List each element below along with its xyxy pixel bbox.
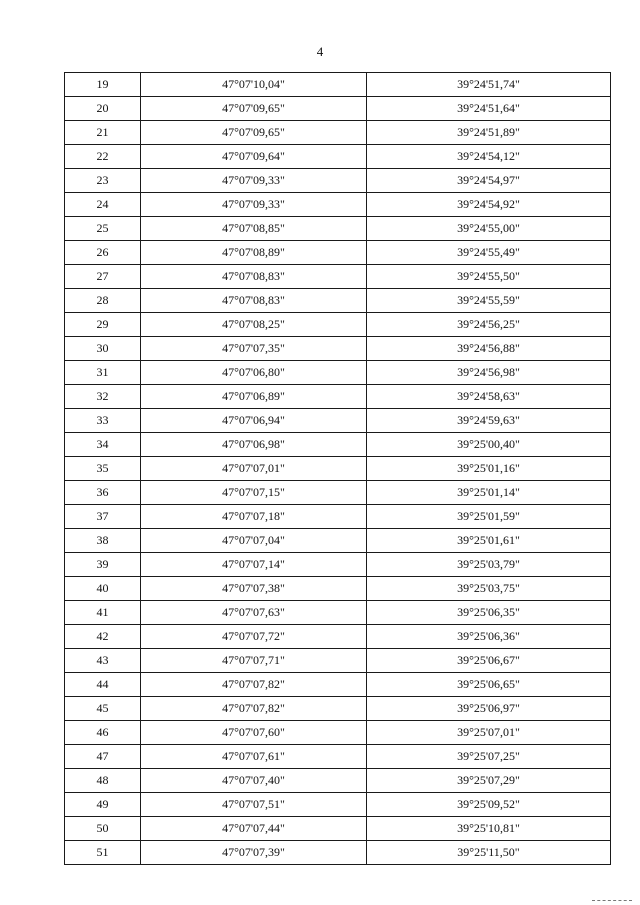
table-row <box>65 769 611 793</box>
point-number-cell: 20 <box>65 97 141 121</box>
latitude-cell: 47°07'07,82" <box>141 673 367 697</box>
longitude-cell: 39°24'55,49" <box>367 241 611 265</box>
point-number-cell: 47 <box>65 745 141 769</box>
table-row <box>65 409 611 433</box>
table-row <box>65 553 611 577</box>
latitude-cell: 47°07'09,65" <box>141 97 367 121</box>
longitude-cell: 39°24'55,50" <box>367 265 611 289</box>
table-row <box>65 289 611 313</box>
point-number-cell: 30 <box>65 337 141 361</box>
longitude-cell: 39°25'06,65" <box>367 673 611 697</box>
longitude-cell: 39°24'54,97" <box>367 169 611 193</box>
point-number-cell: 28 <box>65 289 141 313</box>
latitude-cell: 47°07'07,63" <box>141 601 367 625</box>
longitude-cell: 39°24'59,63" <box>367 409 611 433</box>
latitude-cell: 47°07'07,40" <box>141 769 367 793</box>
point-number-cell: 36 <box>65 481 141 505</box>
longitude-cell: 39°25'07,25" <box>367 745 611 769</box>
table-row <box>65 97 611 121</box>
table-row <box>65 601 611 625</box>
longitude-cell: 39°25'07,01" <box>367 721 611 745</box>
longitude-cell: 39°24'51,64" <box>367 97 611 121</box>
longitude-cell: 39°24'58,63" <box>367 385 611 409</box>
latitude-cell: 47°07'07,60" <box>141 721 367 745</box>
point-number-cell: 21 <box>65 121 141 145</box>
table-row <box>65 169 611 193</box>
latitude-cell: 47°07'07,35" <box>141 337 367 361</box>
point-number-cell: 23 <box>65 169 141 193</box>
point-number-cell: 48 <box>65 769 141 793</box>
table-row <box>65 337 611 361</box>
table-row <box>65 265 611 289</box>
longitude-cell: 39°25'06,36" <box>367 625 611 649</box>
latitude-cell: 47°07'07,39" <box>141 841 367 865</box>
latitude-cell: 47°07'07,71" <box>141 649 367 673</box>
latitude-cell: 47°07'08,89" <box>141 241 367 265</box>
point-number-cell: 32 <box>65 385 141 409</box>
latitude-cell: 47°07'07,72" <box>141 625 367 649</box>
latitude-cell: 47°07'07,18" <box>141 505 367 529</box>
longitude-cell: 39°25'01,61" <box>367 529 611 553</box>
point-number-cell: 33 <box>65 409 141 433</box>
point-number-cell: 49 <box>65 793 141 817</box>
latitude-cell: 47°07'10,04" <box>141 73 367 97</box>
point-number-cell: 43 <box>65 649 141 673</box>
longitude-cell: 39°25'01,16" <box>367 457 611 481</box>
latitude-cell: 47°07'09,64" <box>141 145 367 169</box>
table-row <box>65 313 611 337</box>
table-row <box>65 505 611 529</box>
latitude-cell: 47°07'08,25" <box>141 313 367 337</box>
latitude-cell: 47°07'06,98" <box>141 433 367 457</box>
point-number-cell: 42 <box>65 625 141 649</box>
table-row <box>65 193 611 217</box>
longitude-cell: 39°25'01,59" <box>367 505 611 529</box>
latitude-cell: 47°07'06,94" <box>141 409 367 433</box>
point-number-cell: 39 <box>65 553 141 577</box>
point-number-cell: 51 <box>65 841 141 865</box>
table-row <box>65 745 611 769</box>
table-row <box>65 721 611 745</box>
point-number-cell: 19 <box>65 73 141 97</box>
latitude-cell: 47°07'07,61" <box>141 745 367 769</box>
coordinates-table-body <box>65 73 611 865</box>
longitude-cell: 39°24'55,00" <box>367 217 611 241</box>
latitude-cell: 47°07'07,44" <box>141 817 367 841</box>
point-number-cell: 40 <box>65 577 141 601</box>
latitude-cell: 47°07'07,38" <box>141 577 367 601</box>
point-number-cell: 31 <box>65 361 141 385</box>
longitude-cell: 39°24'51,89" <box>367 121 611 145</box>
longitude-cell: 39°25'06,67" <box>367 649 611 673</box>
table-row <box>65 577 611 601</box>
longitude-cell: 39°25'11,50" <box>367 841 611 865</box>
point-number-cell: 35 <box>65 457 141 481</box>
latitude-cell: 47°07'07,51" <box>141 793 367 817</box>
table-row <box>65 73 611 97</box>
table-row <box>65 841 611 865</box>
longitude-cell: 39°24'55,59" <box>367 289 611 313</box>
table-row <box>65 529 611 553</box>
point-number-cell: 46 <box>65 721 141 745</box>
point-number-cell: 27 <box>65 265 141 289</box>
point-number-cell: 25 <box>65 217 141 241</box>
table-row <box>65 697 611 721</box>
table-row <box>65 121 611 145</box>
point-number-cell: 50 <box>65 817 141 841</box>
latitude-cell: 47°07'09,33" <box>141 169 367 193</box>
longitude-cell: 39°24'54,12" <box>367 145 611 169</box>
latitude-cell: 47°07'07,82" <box>141 697 367 721</box>
latitude-cell: 47°07'07,14" <box>141 553 367 577</box>
latitude-cell: 47°07'06,80" <box>141 361 367 385</box>
point-number-cell: 45 <box>65 697 141 721</box>
table-row <box>65 649 611 673</box>
longitude-cell: 39°24'56,25" <box>367 313 611 337</box>
latitude-cell: 47°07'07,04" <box>141 529 367 553</box>
longitude-cell: 39°24'51,74" <box>367 73 611 97</box>
latitude-cell: 47°07'09,33" <box>141 193 367 217</box>
latitude-cell: 47°07'08,83" <box>141 265 367 289</box>
latitude-cell: 47°07'08,83" <box>141 289 367 313</box>
point-number-cell: 24 <box>65 193 141 217</box>
latitude-cell: 47°07'07,01" <box>141 457 367 481</box>
point-number-cell: 41 <box>65 601 141 625</box>
longitude-cell: 39°25'06,97" <box>367 697 611 721</box>
latitude-cell: 47°07'08,85" <box>141 217 367 241</box>
longitude-cell: 39°25'10,81" <box>367 817 611 841</box>
longitude-cell: 39°25'00,40" <box>367 433 611 457</box>
table-row <box>65 145 611 169</box>
longitude-cell: 39°24'56,88" <box>367 337 611 361</box>
table-row <box>65 625 611 649</box>
table-row <box>65 217 611 241</box>
table-row <box>65 241 611 265</box>
table-row <box>65 433 611 457</box>
longitude-cell: 39°25'09,52" <box>367 793 611 817</box>
latitude-cell: 47°07'07,15" <box>141 481 367 505</box>
longitude-cell: 39°25'01,14" <box>367 481 611 505</box>
point-number-cell: 29 <box>65 313 141 337</box>
table-row <box>65 673 611 697</box>
longitude-cell: 39°24'56,98" <box>367 361 611 385</box>
point-number-cell: 38 <box>65 529 141 553</box>
table-row <box>65 361 611 385</box>
longitude-cell: 39°25'03,75" <box>367 577 611 601</box>
latitude-cell: 47°07'06,89" <box>141 385 367 409</box>
coordinates-table <box>64 72 611 865</box>
page-number: 4 <box>316 44 324 59</box>
point-number-cell: 44 <box>65 673 141 697</box>
table-row <box>65 793 611 817</box>
longitude-cell: 39°25'06,35" <box>367 601 611 625</box>
longitude-cell: 39°25'07,29" <box>367 769 611 793</box>
table-row <box>65 457 611 481</box>
footer-scan-mark <box>592 900 632 902</box>
table-row <box>65 385 611 409</box>
table-row <box>65 817 611 841</box>
point-number-cell: 37 <box>65 505 141 529</box>
table-row <box>65 481 611 505</box>
point-number-cell: 34 <box>65 433 141 457</box>
longitude-cell: 39°24'54,92" <box>367 193 611 217</box>
point-number-cell: 26 <box>65 241 141 265</box>
point-number-cell: 22 <box>65 145 141 169</box>
longitude-cell: 39°25'03,79" <box>367 553 611 577</box>
latitude-cell: 47°07'09,65" <box>141 121 367 145</box>
